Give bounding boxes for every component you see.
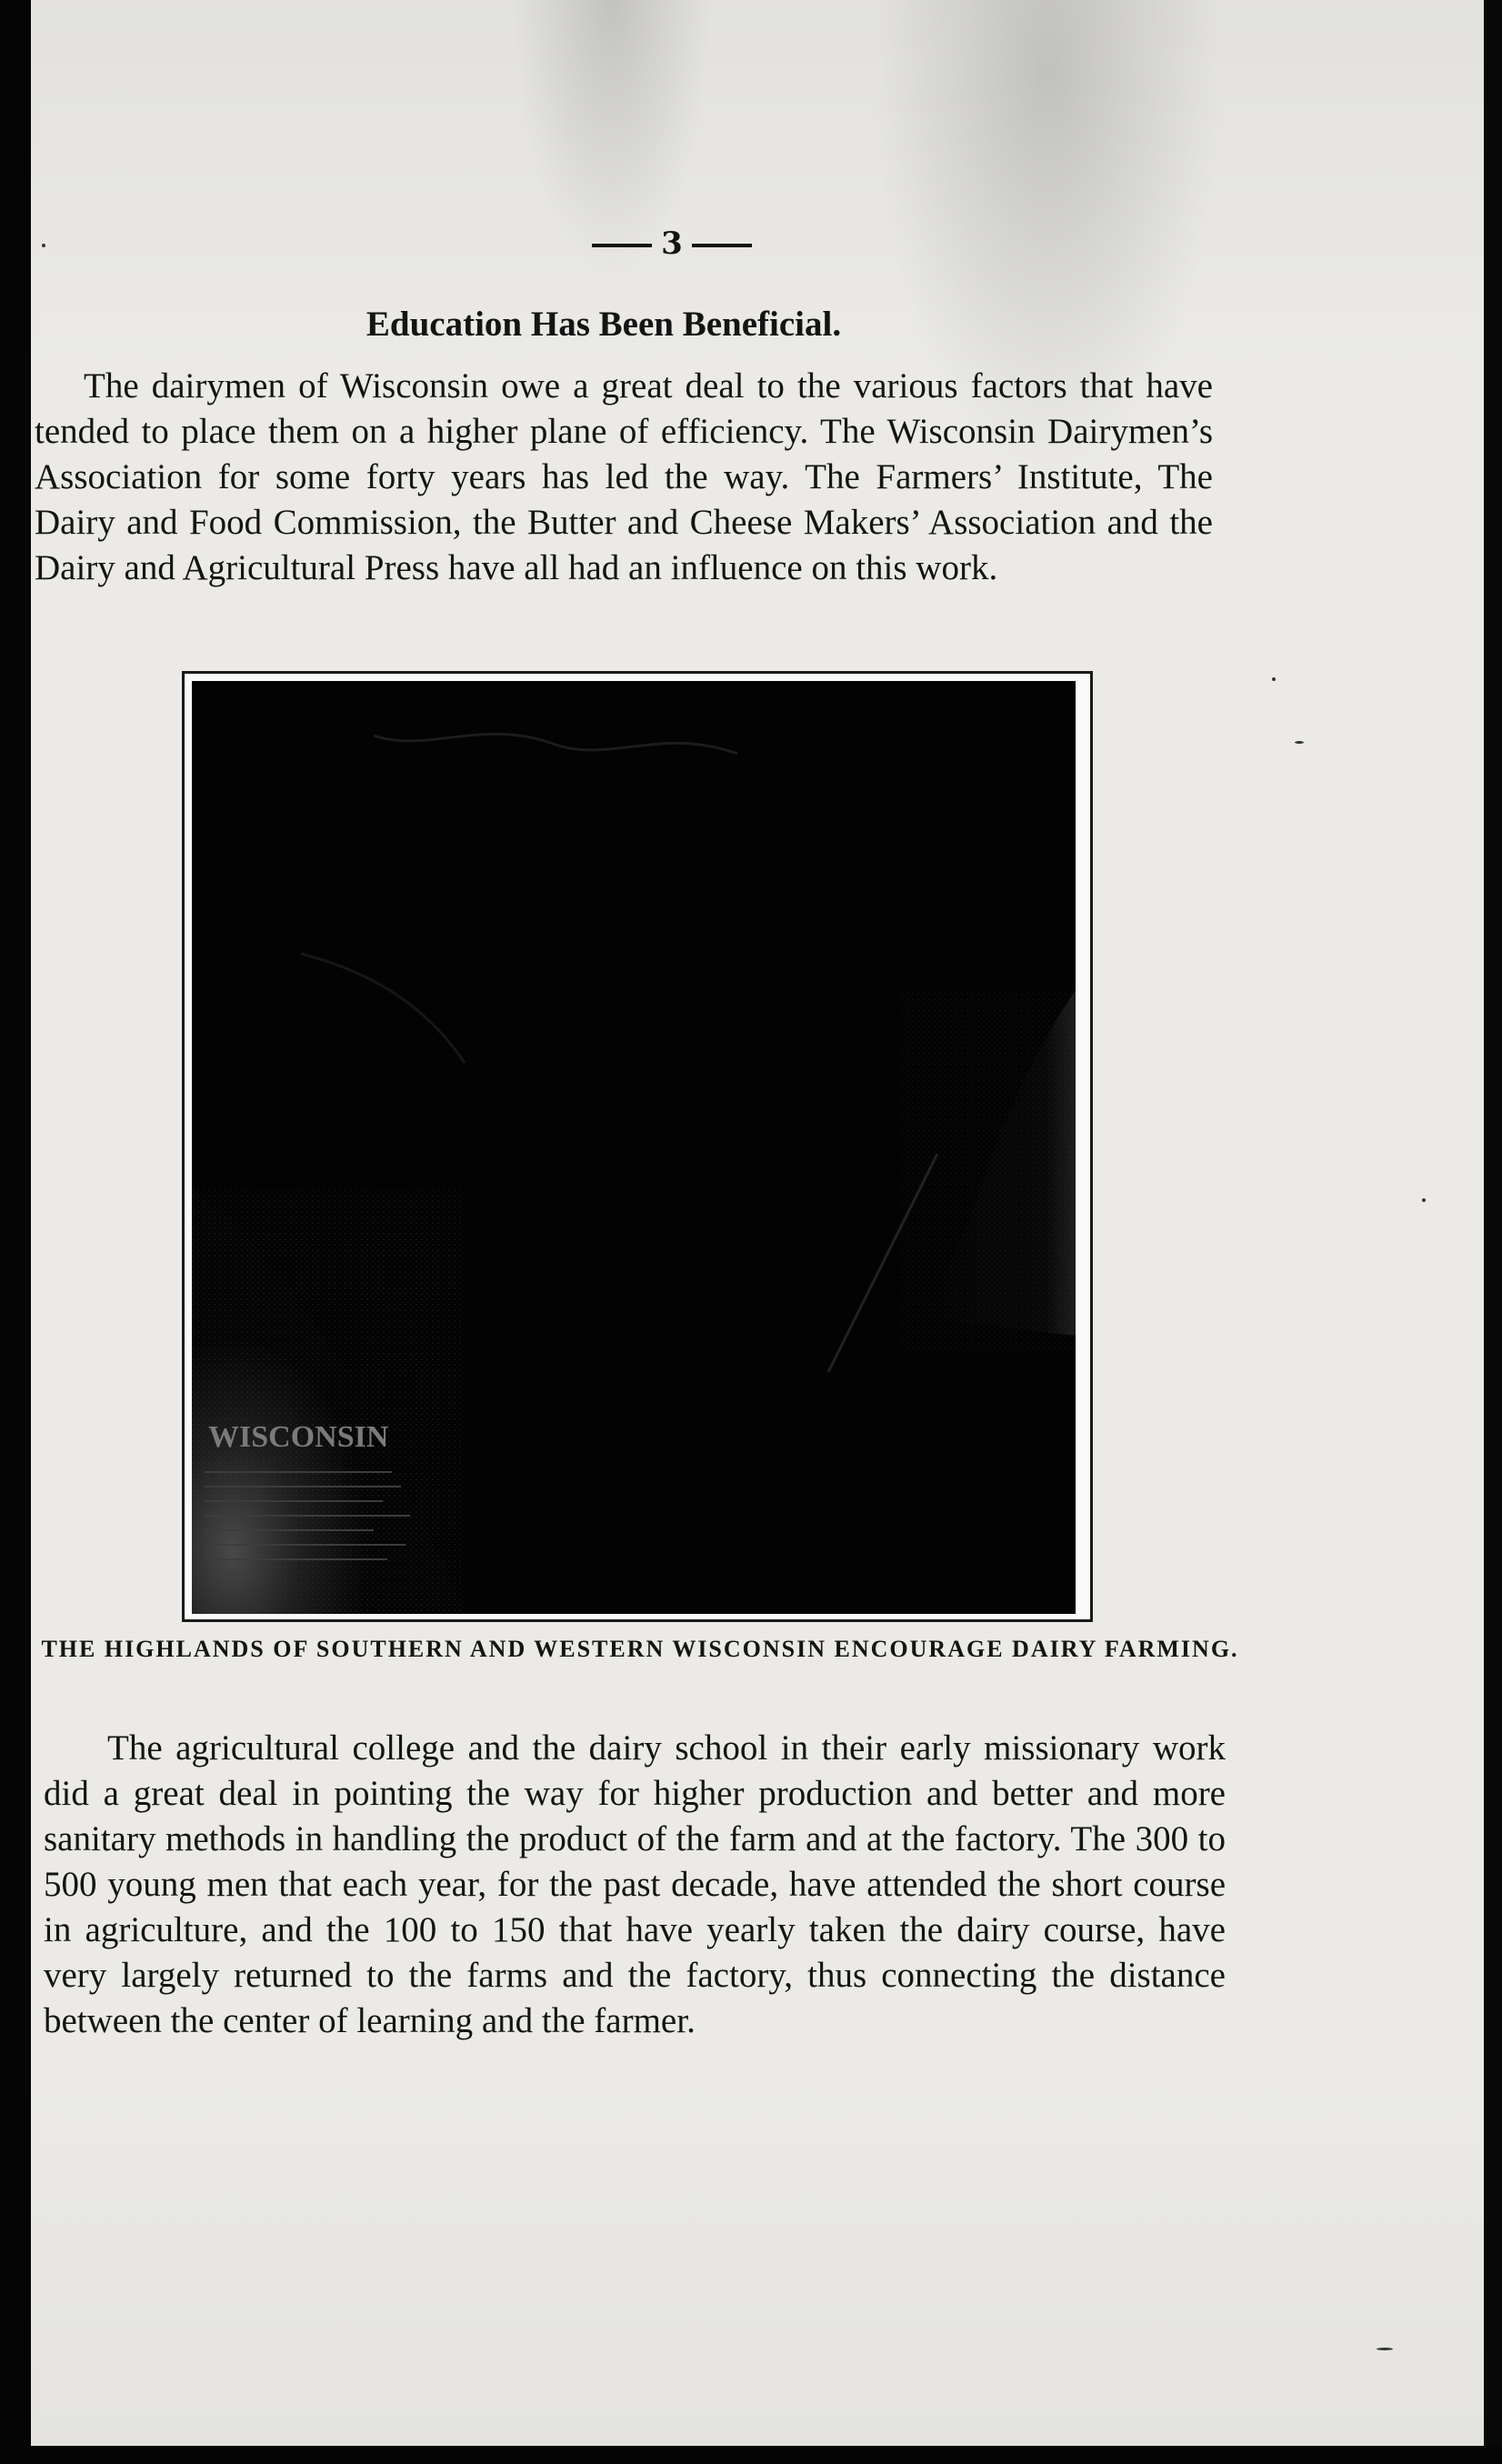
relief-map-photo [192,681,1076,1614]
page-number-dash-left [592,244,652,247]
scan-edge-bottom [0,2446,1502,2464]
scan-speck [1422,1198,1426,1202]
scan-edge-right [1484,0,1502,2464]
page-number-dash-right [692,244,752,247]
scan-speck [1295,741,1304,744]
scan-speck [1377,2348,1393,2350]
paragraph-intro: The dairymen of Wisconsin owe a great deal to the various factors that have tended to place them on a higher plane of efficiency. The Wisconsin Dairymen’s Association for some forty years has led the way. The Farmers’ Institute, The Dairy and Food Commission, the Butter and Cheese Makers’ Association and the Dairy and Agricultural Press have all had an influence on this work. [35,366,1213,587]
scan-speck [42,244,45,247]
map-label-text: WISCONSIN [208,1420,389,1454]
figure-frame [182,671,1093,1622]
scan-speck [1272,677,1276,681]
page-number [31,225,1313,262]
scan-edge-left [0,0,31,2464]
relief-map-image [192,681,1076,1614]
paragraph-agricultural-college: The agricultural college and the dairy school in their early missionary work did a great deal in pointing the way for higher production and better and more sanitary methods in handling the product of the farm and at the factory. The 300 to 500 young men that each year, for the past decade, have attended the short course in agriculture, and the 100 to 150 that have yearly taken the dairy course, have very largely returned to the farms and the factory, thus connecting the distance between the center of learning and the farmer. [44,1728,1226,2040]
document-page [31,0,1484,2446]
figure-caption: THE HIGHLANDS OF SOUTHERN AND WESTERN WISCONSIN ENCOURAGE DAIRY FARMING. [41,1636,1239,1662]
section-heading: Education Has Been Beneficial. [365,305,842,344]
page-number-value: 3 [661,225,683,262]
